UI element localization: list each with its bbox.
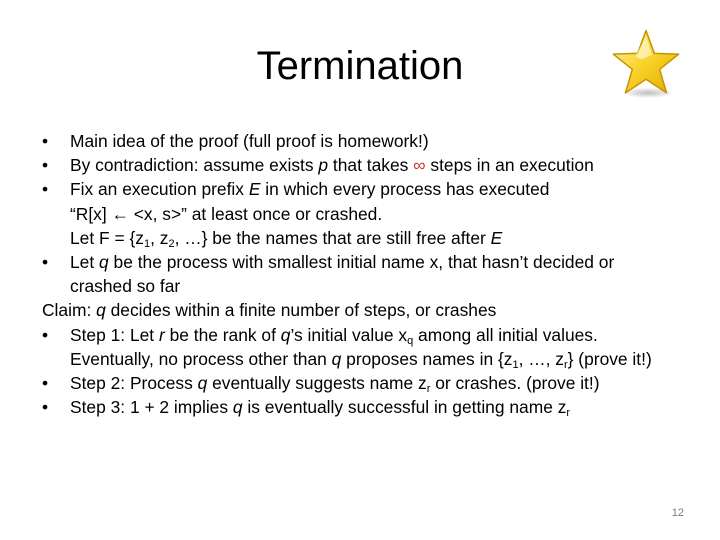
var-p: p [318, 155, 329, 176]
bullet-glyph: • [42, 324, 49, 345]
bullet-glyph: • [42, 372, 49, 393]
bullet-line-step-2 [42, 371, 692, 395]
bullet-glyph: • [42, 179, 49, 200]
continuation-line-free-names [42, 226, 692, 250]
bullet-line-prefix [42, 177, 692, 201]
bullet-line-main-idea [42, 129, 692, 153]
subscript: 1 [512, 358, 519, 371]
var-q: q [99, 251, 109, 272]
slide-body [42, 129, 692, 419]
claim-label: Claim [42, 300, 87, 321]
text: , …} be the names that are still free after [174, 227, 491, 248]
text: Main idea of the proof (full proof is homework!) [70, 131, 429, 151]
bullet-line-step-3 [42, 395, 692, 419]
subscript: r [564, 358, 568, 371]
bullet-glyph: • [42, 251, 49, 272]
infinity-symbol: ∞ [413, 155, 426, 176]
var-q: q [331, 348, 342, 369]
claim-line [42, 298, 692, 322]
text: in which every process has executed [260, 179, 550, 200]
text: Eventually, no process other than [70, 348, 332, 369]
text: Fix an execution prefix [70, 179, 249, 200]
text: , z [150, 227, 169, 248]
continuation-line-step-1 [42, 347, 692, 371]
var-q: q [232, 397, 243, 418]
text: : [86, 300, 97, 321]
text: ’s initial value x [290, 324, 408, 345]
var-E: E [248, 179, 261, 200]
var-q: q [96, 300, 106, 321]
text: , …, z [518, 348, 564, 369]
text: Let [70, 251, 100, 272]
text: Step 1: Let [70, 324, 159, 345]
text: } (prove it!) [567, 348, 652, 369]
bullet-glyph: • [42, 397, 49, 418]
text: that takes [328, 155, 414, 176]
bullet-line-step-1 [42, 323, 692, 347]
text: eventually suggests name z [207, 372, 427, 393]
subscript: r [426, 382, 431, 395]
text: steps in an execution [425, 155, 594, 176]
bullet-line-contradiction [42, 153, 692, 177]
text: Let F = {z [70, 227, 144, 248]
text: is eventually successful in getting name z [242, 397, 567, 418]
subscript: r [566, 407, 571, 420]
text: be the process with smallest initial name x, that hasn’t decided or [108, 251, 615, 272]
text: among all initial values. [413, 324, 598, 345]
text: proposes names in {z [341, 348, 513, 369]
text: decides within a finite number of steps, or crashes [105, 300, 497, 321]
var-r: r [158, 324, 165, 345]
continuation-line: “R[x] ← <x, s>” at least once or crashed. [70, 203, 383, 224]
bullet-glyph: • [42, 131, 49, 151]
text: Step 2: Process [70, 372, 198, 393]
var-E: E [490, 227, 503, 248]
bullet-glyph: • [42, 155, 49, 176]
text: By contradiction: assume exists [70, 155, 319, 176]
bullet-line-let-q [42, 250, 692, 274]
subscript: q [407, 334, 414, 347]
star-icon [608, 26, 684, 102]
text: or crashes. (prove it!) [430, 372, 600, 393]
continuation-line: crashed so far [70, 276, 181, 297]
text: be the rank of [164, 324, 281, 345]
page-number: 12 [671, 507, 684, 519]
var-q: q [197, 372, 208, 393]
slide-title: Termination [256, 44, 464, 88]
var-q: q [280, 324, 291, 345]
subscript: 2 [168, 237, 175, 250]
text: Step 3: 1 + 2 implies [70, 397, 233, 418]
subscript: 1 [143, 237, 151, 250]
